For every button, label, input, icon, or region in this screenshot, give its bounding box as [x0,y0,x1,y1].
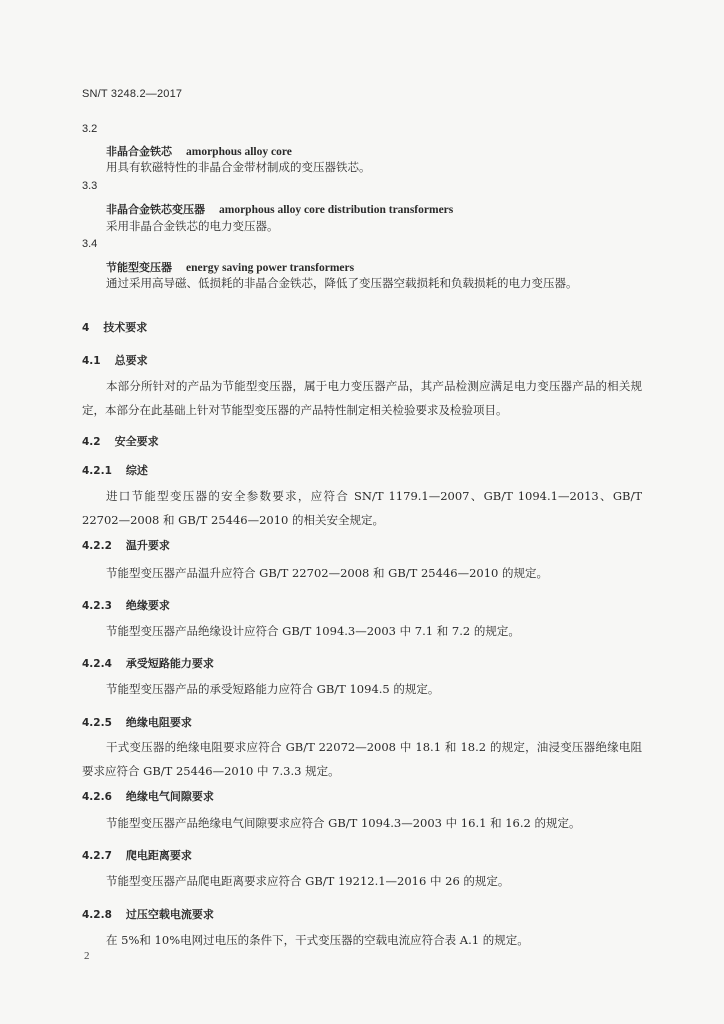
section-title: 过压空载电流要求 [125,908,214,921]
section-title: 总要求 [114,354,148,367]
section-number: 4.2.5 [82,717,112,729]
term-definition: 通过采用高导磁、低损耗的非晶合金铁芯，降低了变压器空载损耗和负载损耗的电力变压器。 [106,276,578,290]
section-heading [82,430,159,449]
section-title: 绝缘要求 [125,599,170,612]
section-heading [82,711,192,730]
section-number: 4 [82,322,90,334]
term-heading [106,140,292,159]
term-en: amorphous alloy core [186,146,292,158]
term-en: energy saving power transformers [186,262,355,274]
section-heading [82,785,214,804]
term-definition: 用具有软磁特性的非晶合金带材制成的变压器铁芯。 [106,160,371,174]
paragraph: 在 5%和 10%电网过电压的条件下，干式变压器的空载电流应符合表 A.1 的规定。 [106,933,529,947]
standard-code: SN/T 3248.2—2017 [82,88,183,100]
paragraph: 节能型变压器产品的承受短路能力应符合 GB/T 1094.5 的规定。 [106,682,440,696]
section-heading [82,844,192,863]
section-title: 综述 [125,464,148,477]
section-number: 4.2.2 [82,540,112,552]
paragraph: 节能型变压器产品爬电距离要求应符合 GB/T 19212.1—2016 中 26 的规定。 [106,874,510,888]
section-heading [82,903,214,922]
section-title: 安全要求 [114,435,159,448]
section-title: 温升要求 [125,539,170,552]
section-number: 4.2.4 [82,658,112,670]
paragraph: 干式变压器的绝缘电阻要求应符合 GB/T 22072—2008 中 18.1 和 18.2 的规定，油浸变压器绝缘电阻要求应符合 GB/T 25446—2010 中 7.3.3 规定。 [82,740,642,778]
section-number: 4.2.3 [82,600,112,612]
term-heading [106,256,354,275]
section-heading [82,349,148,368]
section-number: 4.2.6 [82,791,112,803]
section-number: 4.2 [82,436,101,448]
term-zh: 节能型变压器 [106,261,172,274]
term-en: amorphous alloy core distribution transformers [219,204,454,216]
section-heading [82,652,214,671]
term-definition: 采用非晶合金铁芯的电力变压器。 [106,219,279,233]
clause-number: 3.2 [82,123,98,135]
paragraph: 节能型变压器产品绝缘设计应符合 GB/T 1094.3—2003 中 7.1 和 7.2 的规定。 [106,624,520,638]
term-zh: 非晶合金铁芯变压器 [106,203,205,216]
term-heading [106,198,453,217]
section-heading [82,594,170,613]
section-number: 4.2.7 [82,850,112,862]
paragraph: 节能型变压器产品温升应符合 GB/T 22702—2008 和 GB/T 25446—2010 的规定。 [106,566,548,580]
paragraph: 节能型变压器产品绝缘电气间隙要求应符合 GB/T 1094.3—2003 中 16.1 和 16.2 的规定。 [106,816,581,830]
paragraph: 进口节能型变压器的安全参数要求，应符合 SN/T 1179.1—2007、GB/T 1094.1—2013、GB/T 22702—2008 和 GB/T 25446—2010 的相关安全规定。 [82,489,642,527]
section-number: 4.1 [82,355,101,367]
section-title: 技术要求 [103,321,148,334]
term-zh: 非晶合金铁芯 [106,145,172,158]
clause-number: 3.4 [82,238,98,250]
section-title: 爬电距离要求 [125,849,192,862]
section-number: 4.2.1 [82,465,112,477]
clause-number: 3.3 [82,180,98,192]
section-heading [82,459,148,478]
page-number: 2 [84,950,90,962]
section-heading [82,534,170,553]
section-title: 承受短路能力要求 [125,657,214,670]
paragraph: 本部分所针对的产品为节能型变压器，属于电力变压器产品，其产品检测应满足电力变压器产品的相关规定，本部分在此基础上针对节能型变压器的产品特性制定相关检验要求及检验项目。 [82,379,642,417]
section-heading [82,316,147,335]
section-title: 绝缘电气间隙要求 [125,790,214,803]
section-number: 4.2.8 [82,909,112,921]
section-title: 绝缘电阻要求 [125,716,192,729]
